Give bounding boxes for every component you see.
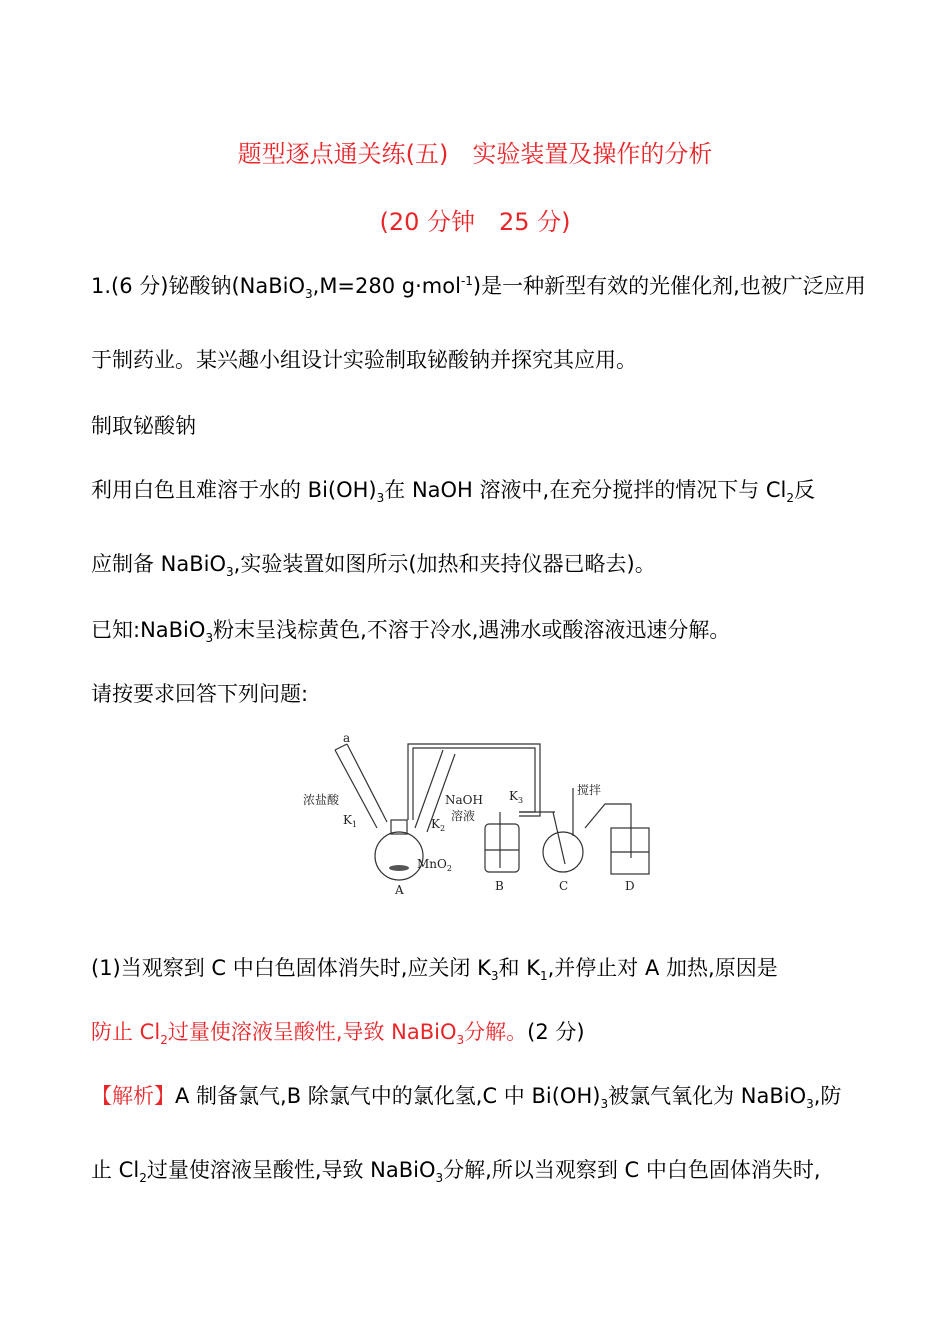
beaker-d — [611, 828, 649, 874]
svg-text:搅拌: 搅拌 — [577, 783, 602, 797]
flask-a — [375, 832, 423, 880]
instruction: 请按要求回答下列问题: — [91, 682, 309, 706]
bottle-b — [485, 824, 519, 872]
svg-text:NaOH: NaOH — [445, 793, 483, 807]
question-intro-line1: 1.(6 分)铋酸钠(NaBiO$_3$,M=280 g·mol$^{-1}$)是一种新型有效的光催化剂,也被广泛应用 — [91, 274, 866, 302]
apparatus-figure — [295, 728, 665, 898]
known-info: 已知:NaBiO$_3$粉末呈浅棕黄色,不溶于冷水,遇沸水或酸溶液迅速分解。 — [91, 618, 731, 646]
svg-text:B: B — [495, 879, 504, 893]
svg-text:MnO2: MnO$_2$ — [417, 857, 452, 873]
page-subtitle: (20 分钟 25 分) — [379, 208, 571, 236]
svg-text:K3: $K_3$ — [509, 789, 524, 805]
page-title: 题型逐点通关练(五) 实验装置及操作的分析 — [237, 140, 713, 168]
svg-text:a: a — [343, 731, 351, 745]
svg-text:K1: $K_1$ — [343, 813, 358, 829]
analysis-line1: 【解析】A 制备氯气,B 除氯气中的氯化氢,C 中 $Bi(OH)_3$被氯气氧化为 NaBiO$_3$,防 — [91, 1084, 842, 1112]
section-heading: 制取铋酸钠 — [91, 414, 196, 438]
svg-text:K2: $K_2$ — [431, 817, 446, 833]
svg-text:C: C — [559, 879, 569, 893]
svg-text:溶液: 溶液 — [451, 809, 476, 823]
subquestion-1: (1)当观察到 C 中白色固体消失时,应关闭 $K_3$和 $K_1$,并停止对 A 加热,原因是 — [91, 956, 778, 984]
analysis-line2: 止 $Cl_2$过量使溶液呈酸性,导致 NaBiO$_3$分解,所以当观察到 C 中白色固体消失时, — [91, 1158, 821, 1186]
flask-c — [543, 832, 583, 872]
svg-text:浓盐酸: 浓盐酸 — [303, 793, 340, 807]
svg-text:D: D — [625, 879, 635, 893]
answer-line: 防止 $Cl_2$过量使溶液呈酸性,导致 NaBiO$_3$分解。(2 分) — [91, 1020, 585, 1048]
paragraph-line2: 应制备 NaBiO$_3$,实验装置如图所示(加热和夹持仪器已略去)。 — [91, 552, 656, 580]
question-intro-line2: 于制药业。某兴趣小组设计实验制取铋酸钠并探究其应用。 — [91, 348, 637, 372]
paragraph-line1: 利用白色且难溶于水的 $Bi(OH)_3$在 NaOH 溶液中,在充分搅拌的情况下与 $Cl_2$反 — [91, 478, 816, 506]
svg-text:A: A — [395, 883, 404, 897]
